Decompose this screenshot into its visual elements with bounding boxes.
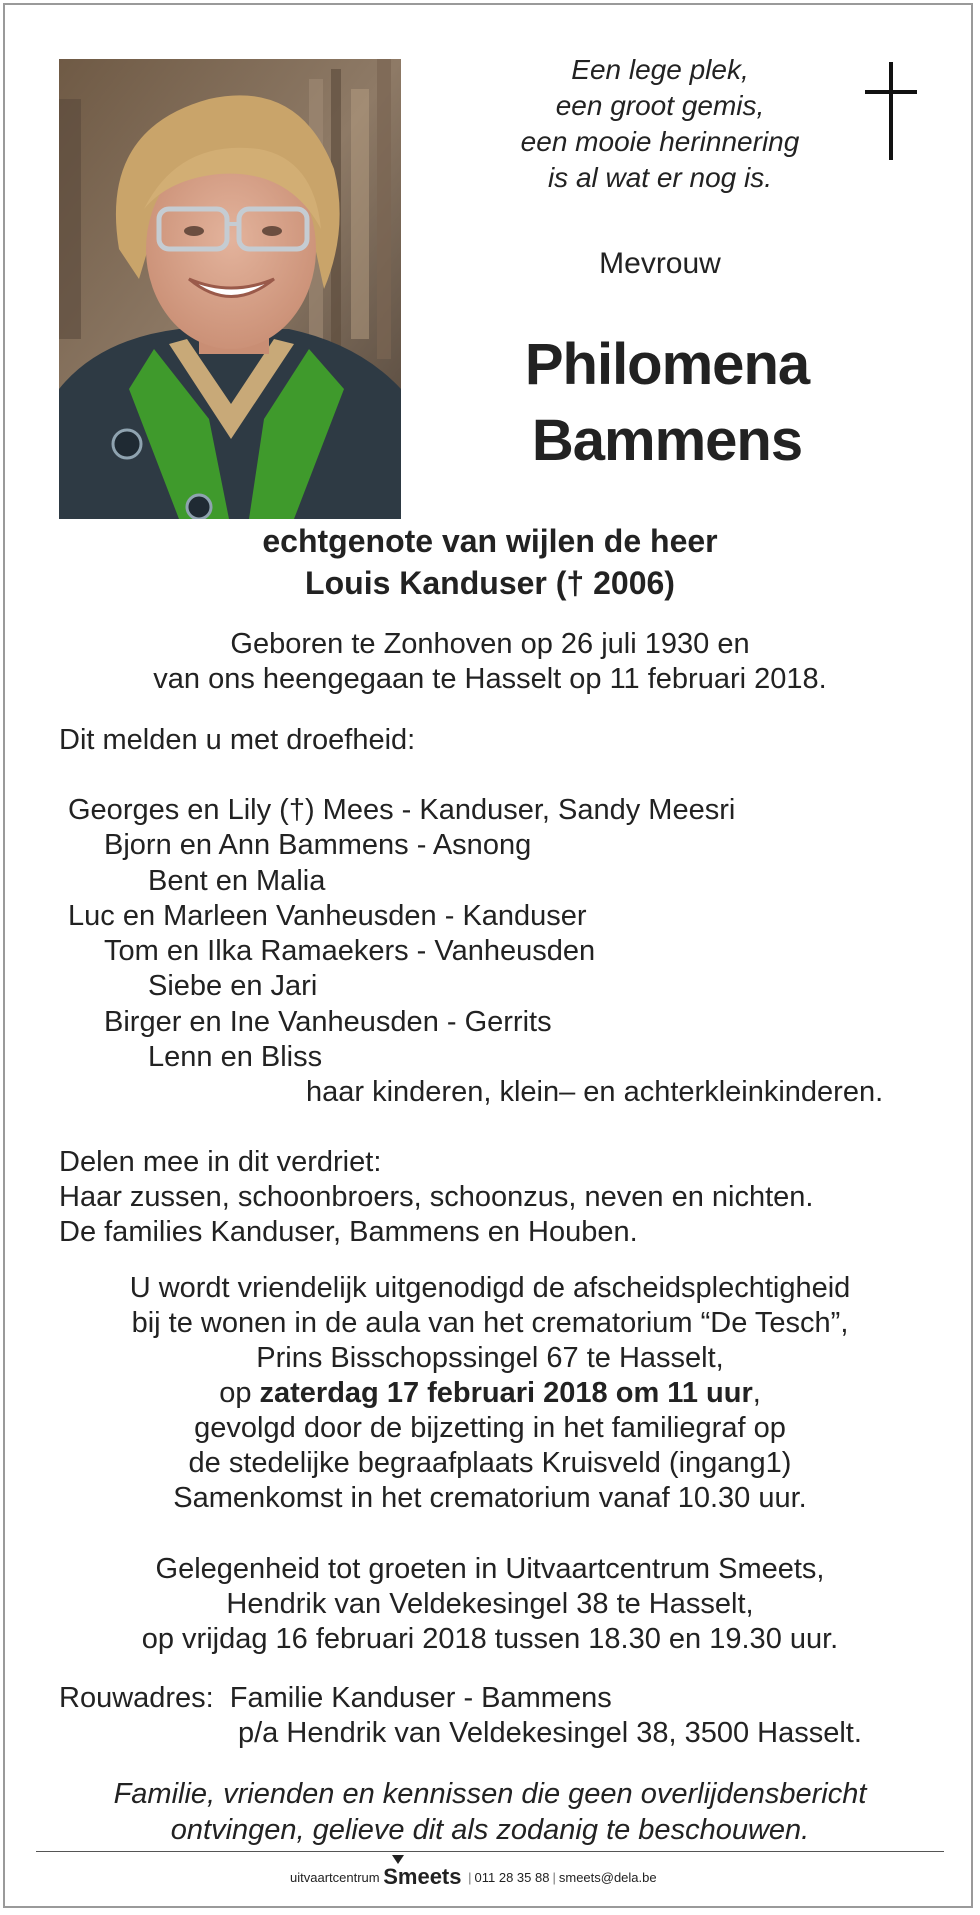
ceremony-date: zaterdag 17 februari 2018 om 11 uur [259, 1377, 753, 1409]
death-line: van ons heengegaan te Hasselt op 11 februari 2018. [153, 663, 827, 695]
family-member: Georges en Lily (†) Mees - Kanduser, Sandy Meesri [68, 794, 736, 826]
sharing-intro: Delen mee in dit verdriet: [59, 1146, 382, 1178]
poem-line: een mooie herinnering [520, 126, 800, 157]
family-member: Bjorn en Ann Bammens - Asnong [104, 829, 532, 862]
imprint-prefix: uitvaartcentrum [290, 1870, 380, 1885]
family-member: Siebe en Jari [148, 970, 318, 1003]
ceremony-line: de stedelijke begraafplaats Kruisveld (ingang1) [188, 1447, 792, 1479]
ceremony-line: U wordt vriendelijk uitgenodigd de afscheidsplechtigheid [129, 1272, 851, 1304]
ceremony-date-suffix: , [752, 1377, 761, 1409]
sharing-line: De families Kanduser, Bammens en Houben. [59, 1216, 638, 1248]
family-summary: haar kinderen, klein– en achterkleinkinderen. [306, 1076, 884, 1109]
closing-line: Familie, vrienden en kennissen die geen overlijdensbericht [113, 1778, 867, 1810]
closing-line: ontvingen, gelieve dit als zodanig te beschouwen. [170, 1814, 810, 1846]
sharing-block [59, 1145, 939, 1250]
imprint-brand: Smeets [383, 1864, 462, 1889]
footer-divider [36, 1851, 944, 1852]
family-member: Luc en Marleen Vanheusden - Kanduser [68, 899, 587, 932]
family-member: Tom en Ilka Ramaekers - Vanheusden [104, 935, 596, 968]
imprint-email: smeets@dela.be [558, 1870, 657, 1885]
address-line-2: p/a Hendrik van Veldekesingel 38, 3500 Hasselt. [238, 1717, 862, 1749]
family-member: Birger en Ine Vanheusden - Gerrits [104, 1005, 552, 1038]
first-name: Philomena [524, 332, 810, 397]
ceremony-date-line [40, 1376, 940, 1411]
triangle-marker-icon [392, 1855, 404, 1864]
poem-line: is al wat er nog is. [547, 162, 773, 193]
ceremony-date-prefix: op [219, 1377, 260, 1409]
ceremony-line: gevolgd door de bijzetting in het familiegraf op [194, 1412, 786, 1444]
imprint-separator: | [552, 1870, 556, 1885]
ceremony-line: bij te wonen in de aula van het crematorium “De Tesch”, [131, 1307, 849, 1339]
deceased-name [470, 327, 864, 479]
funeral-home-imprint [290, 1864, 657, 1890]
sharing-line: Haar zussen, schoonbroers, schoonzus, neven en nichten. [59, 1181, 814, 1213]
spouse-line [40, 520, 940, 604]
ceremony-line: Prins Bisschopssingel 67 te Hasselt, [256, 1342, 724, 1374]
announcement-intro: Dit melden u met droefheid: [59, 724, 416, 756]
poem-line: een groot gemis, [555, 90, 765, 121]
spouse-line-1: echtgenote van wijlen de heer [262, 523, 718, 559]
memorial-poem [470, 52, 850, 196]
birth-line: Geboren te Zonhoven op 26 juli 1930 en [230, 628, 750, 660]
visitation-line: Hendrik van Veldekesingel 38 te Hasselt, [226, 1588, 754, 1620]
poem-line: Een lege plek, [571, 54, 749, 85]
mourning-address [59, 1681, 939, 1751]
ceremony-line: Samenkomst in het crematorium vanaf 10.30 uur. [173, 1482, 807, 1514]
portrait-photo [59, 59, 401, 519]
visitation-line: op vrijdag 16 februari 2018 tussen 18.30 en 19.30 uur. [141, 1623, 839, 1655]
last-name: Bammens [531, 408, 803, 473]
closing-note [40, 1776, 940, 1848]
visitation-info [40, 1552, 940, 1657]
honorific-title: Mevrouw [599, 247, 721, 280]
imprint-phone: 011 28 35 88 [474, 1870, 550, 1885]
address-line-1: Familie Kanduser - Bammens [229, 1682, 612, 1714]
family-member: Bent en Malia [148, 864, 326, 897]
visitation-line: Gelegenheid tot groeten in Uitvaartcentrum Smeets, [155, 1553, 825, 1585]
family-member: Lenn en Bliss [148, 1041, 323, 1074]
cross-icon [862, 62, 920, 165]
ceremony-info [40, 1271, 940, 1516]
imprint-separator: | [468, 1870, 472, 1885]
family-list [59, 793, 939, 1111]
spouse-line-2: Louis Kanduser († 2006) [305, 565, 675, 601]
birth-death-info [40, 627, 940, 697]
address-label: Rouwadres: [59, 1682, 214, 1714]
